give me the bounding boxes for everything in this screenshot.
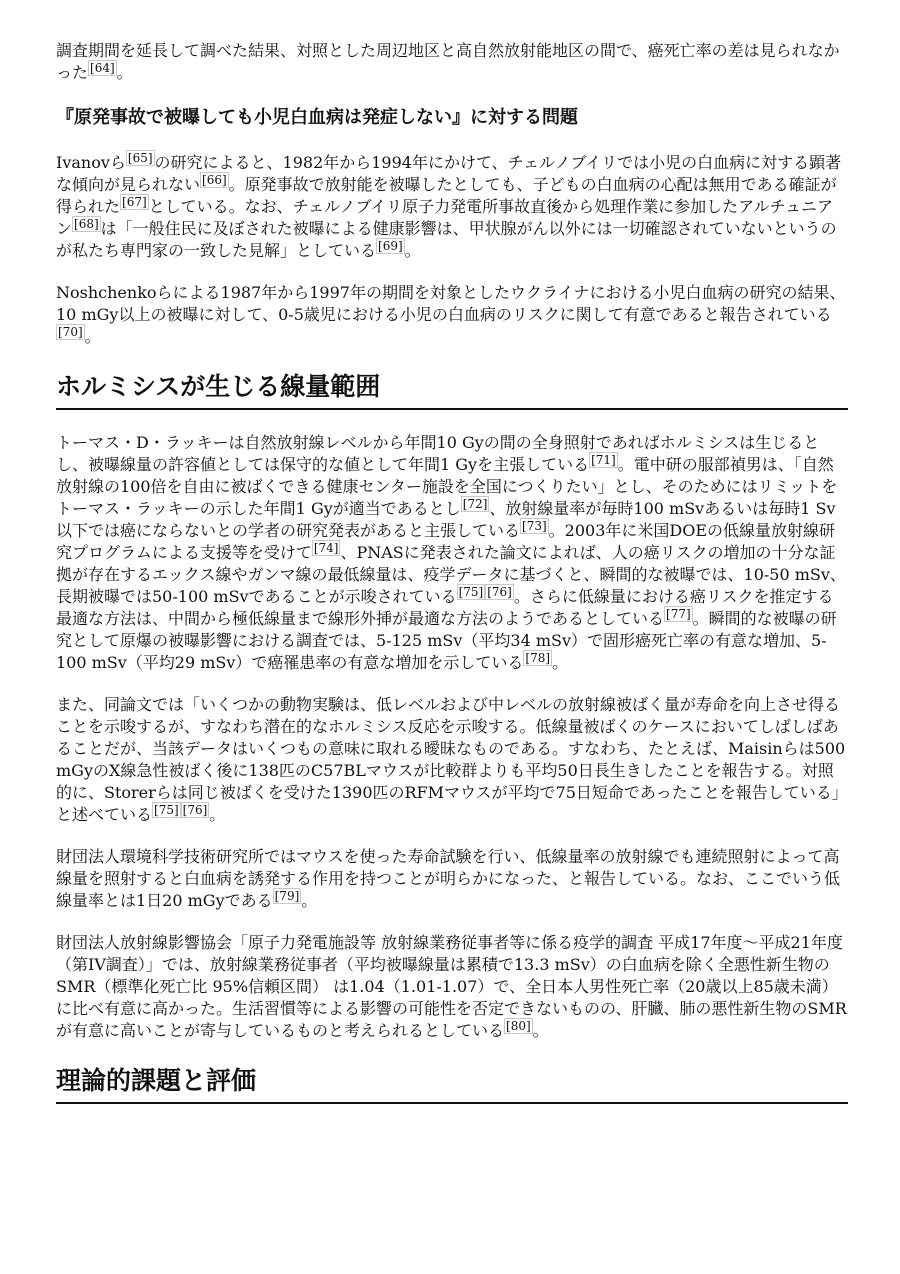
citation-link[interactable]: [75] bbox=[154, 803, 179, 817]
section-heading: 理論的課題と評価 bbox=[56, 1064, 848, 1104]
paragraph-text: 。 bbox=[552, 653, 569, 672]
citation-link[interactable]: [80] bbox=[506, 1019, 531, 1033]
citation-link[interactable]: [67] bbox=[122, 195, 147, 209]
citation-link[interactable]: [64] bbox=[90, 61, 115, 75]
citation-link[interactable]: [72] bbox=[462, 497, 488, 511]
citation-link[interactable]: [70] bbox=[58, 325, 83, 339]
citation-link[interactable]: [79] bbox=[274, 889, 300, 903]
citation-link[interactable]: [77] bbox=[666, 607, 691, 621]
paragraph-text: 、放射線量率が毎時100 mSvあるいは毎時1 Sv以下では癌にならないとの学者の研究発表があると主張している bbox=[56, 499, 836, 540]
paragraph-text: 。2003年に米国DOEの低線量放射線研究プログラムによる支援等を受けて bbox=[56, 521, 836, 562]
paragraph-text: 。原発事故で放射能を被曝したとしても、子どもの白血病の心配は無用である確証が得られた bbox=[56, 175, 837, 216]
citation-link[interactable]: [74] bbox=[313, 541, 339, 555]
paragraph-text: 。 bbox=[116, 63, 133, 82]
paragraph bbox=[56, 282, 848, 348]
paragraph-text: の研究によると、1982年から1994年にかけて、チェルノブイリでは小児の白血病に対する顕著な傾向が見られない bbox=[56, 153, 842, 194]
section-subheading: 『原発事故で被曝しても小児白血病は発症しない』に対する問題 bbox=[56, 107, 578, 128]
citation-link[interactable]: [71] bbox=[591, 453, 616, 467]
paragraph-text: 。瞬間的な被曝の研究として原爆の被曝影響における調査では、5-125 mSv（平均34 mSv）で固形癌死亡率の有意な増加、5-100 mSv（平均29 mSv）で癌罹患率の有意な増加を示している bbox=[56, 609, 837, 672]
paragraph-text: トーマス・D・ラッキーは自然放射線レベルから年間10 Gyの間の全身照射であればホルミシスは生じるとし、被曝線量の許容値としては保守的な値として年間1 Gyを主張している bbox=[56, 433, 820, 474]
citation-link[interactable]: [68] bbox=[74, 217, 99, 231]
paragraph-text: また、同論文では「いくつかの動物実験は、低レベルおよび中レベルの放射線被ばく量が寿命を向上させ得ることを示唆するが、すなわち潜在的なホルミシス反応を示唆する。低線量被ばくのケースにおいてしばしばあることだが、当該データはいくつもの意味に取れる曖昧なものである。すなわち、たとえば、Maisinらは500 mGyのX線急性被ばく後に138匹のC57BLマウスが比較群よりも平均50日長生きしたことを報告する。対照的に、Storerらは同じ被ばくを受けた1390匹のRFMマウスが平均で75日短命であったことを報告している」と述べている bbox=[56, 695, 848, 824]
citation-link[interactable]: [73] bbox=[522, 519, 547, 533]
paragraph-text: 。 bbox=[404, 241, 421, 260]
paragraph bbox=[56, 846, 848, 912]
paragraph-text: 財団法人放射線影響協会「原子力発電施設等 放射線業務従事者等に係る疫学的調査 平成17年度〜平成21年度（第IV調査）」では、放射線業務従事者（平均被曝線量は累積で13.3 mSv）の白血病を除く全悪性新生物のSMR（標準化死亡比 95%信頼区間） は1.04（1.01-1.07）で、全日本人男性死亡率（20歳以上85歳未満）に比べ有意に高かった。生活習慣等による影響の可能性を否定できないものの、肝臓、肺の悪性新生物のSMRが有意に高いことが寄与しているものと考えられるとしている bbox=[56, 933, 847, 1040]
citation-link[interactable]: [78] bbox=[525, 651, 551, 665]
paragraph bbox=[56, 432, 848, 674]
paragraph bbox=[56, 932, 848, 1042]
paragraph-text: としている。なお、チェルノブイリ原子力発電所事故直後から処理作業に参加したアルチュニアン bbox=[56, 197, 833, 238]
citation-link[interactable]: [66] bbox=[202, 173, 227, 187]
citation-link[interactable]: [76] bbox=[182, 803, 208, 817]
paragraph bbox=[56, 152, 848, 262]
article-body bbox=[56, 40, 848, 1104]
paragraph-text: Ivanovら bbox=[56, 153, 126, 172]
citation-link[interactable]: [65] bbox=[127, 151, 153, 165]
paragraph-text: Noshchenkoらによる1987年から1997年の期間を対象としたウクライナにおける小児白血病の研究の結果、10 mGy以上の被曝に対して、0-5歳児における小児の白血病のリスクに関して有意であると報告されている bbox=[56, 283, 846, 324]
paragraph-text: 、PNASに発表された論文によれば、人の癌リスクの増加の十分な証拠が存在するエックス線やガンマ線の最低線量は、疫学データに基づくと、瞬間的な被曝では、10-50 mSv、長期被曝では50-100 mSvであることが示唆されている bbox=[56, 543, 846, 606]
paragraph-text: は「一般住民に及ぼされた被曝による健康影響は、甲状腺がん以外には一切確認されていないというのが私たち専門家の一致した見解」としている bbox=[56, 219, 837, 260]
paragraph-text: 。 bbox=[532, 1021, 549, 1040]
paragraph bbox=[56, 694, 848, 826]
paragraph-text: 。 bbox=[84, 327, 101, 346]
paragraph-text: 財団法人環境科学技術研究所ではマウスを使った寿命試験を行い、低線量率の放射線でも連続照射によって高線量を照射すると白血病を誘発する作用を持つことが明らかになった、と報告している。なお、ここでいう低線量率とは1日20 mGyである bbox=[56, 847, 841, 910]
citation-link[interactable]: [69] bbox=[378, 239, 403, 253]
paragraph-text: 。電中研の服部禎男は、「自然放射線の100倍を自由に被ばくできる健康センター施設を全国につくりたい」とし、そのためにはリミットをトーマス・ラッキーの示した年間1 Gyが適当であるとし bbox=[56, 455, 838, 518]
section-heading: ホルミシスが生じる線量範囲 bbox=[56, 370, 848, 410]
citation-link[interactable]: [75] bbox=[458, 585, 484, 599]
paragraph bbox=[56, 40, 848, 84]
citation-link[interactable]: [76] bbox=[487, 585, 512, 599]
paragraph-text: 調査期間を延長して調べた結果、対照とした周辺地区と高自然放射能地区の間で、癌死亡率の差は見られなかった bbox=[56, 41, 840, 82]
paragraph-text: 。さらに低線量における癌リスクを推定する最適な方法は、中間から極低線量まで線形外挿が最適な方法のようであるとしている bbox=[56, 587, 834, 628]
paragraph-text: 。 bbox=[301, 891, 318, 910]
paragraph-text: 。 bbox=[209, 805, 226, 824]
